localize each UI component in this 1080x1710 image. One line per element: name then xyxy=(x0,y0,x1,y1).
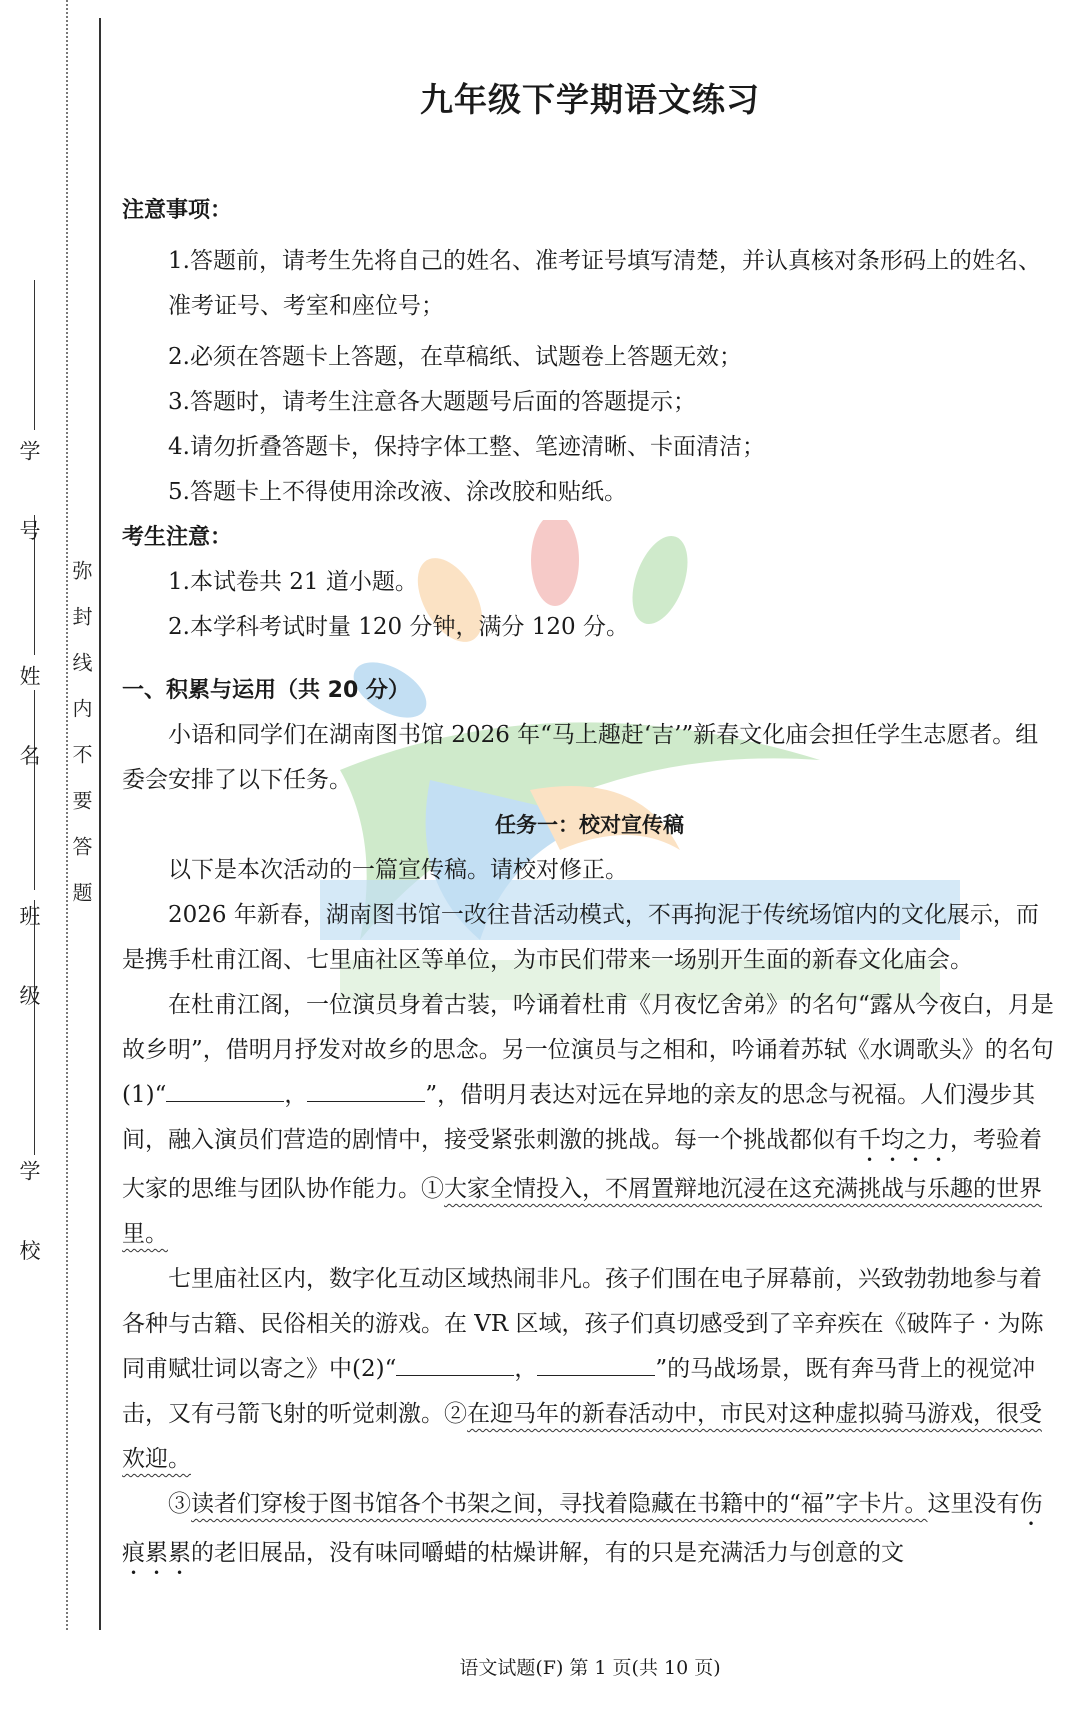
class-field xyxy=(14,905,54,1032)
section-intro: 小语和同学们在湖南图书馆 2026 年“马上趣赶‘吉’”新春文化庙会担任学生志愿者。组委会安排了以下任务。 xyxy=(122,722,1039,793)
sentence-mark-2: ② xyxy=(444,1401,467,1427)
name-label: 姓 名 xyxy=(17,665,41,792)
notice-item-1: 1.答题前，请考生先将自己的姓名、准考证号填写清楚，并认真核对条形码上的姓名、准考证号、考室和座位号； xyxy=(168,248,1041,319)
fill-blank-1a[interactable] xyxy=(166,1079,284,1102)
fill-blank-1b[interactable] xyxy=(307,1079,425,1102)
binding-solid-line xyxy=(99,18,101,1630)
candidate-item-1: 1.本试卷共 21 道小题。 xyxy=(168,569,418,595)
paragraph-1: 2026 年新春，湖南图书馆一改往昔活动模式，不再拘泥于传统场馆内的文化展示，而是携手杜甫江阁、七里庙社区等单位，为市民们带来一场别开生面的新春文化庙会。 xyxy=(122,902,1039,973)
exam-content xyxy=(122,188,1057,1580)
id-label: 学 号 xyxy=(17,440,41,567)
paragraph-4: ③读者们穿梭于图书馆各个书架之间，寻找着隐藏在书籍中的“福”字卡片。这里没有伤痕累累的老旧展品，没有味同嚼蜡的枯燥讲解，有的只是充满活力与创意的文 xyxy=(122,1491,1043,1566)
id-field xyxy=(14,440,54,567)
notice-item-3: 3.答题时，请考生注意各大题题号后面的答题提示； xyxy=(168,389,696,415)
task-intro: 以下是本次活动的一篇宣传稿。请校对修正。 xyxy=(168,857,628,883)
fill-blank-2b[interactable] xyxy=(537,1353,655,1376)
candidate-item-2: 2.本学科考试时量 120 分钟，满分 120 分。 xyxy=(168,614,629,640)
seal-warning: 弥封线内不要答题 xyxy=(69,560,93,928)
sentence-mark-3: ③ xyxy=(168,1491,191,1517)
wavy-sentence-3: 读者们穿梭于图书馆各个书架之间，寻找着隐藏在书籍中的“福”字卡片。 xyxy=(191,1491,928,1517)
page-footer: 语文试题(F) 第 1 页(共 10 页) xyxy=(459,1657,721,1679)
name-field xyxy=(14,665,54,792)
notice-item-4: 4.请勿折叠答题卡，保持字体工整、笔迹清晰、卡面清洁； xyxy=(168,434,765,460)
wavy-sentence-2: 在迎马年的新春活动中，市民对这种虚拟骑马游戏，很受欢迎。 xyxy=(122,1401,1042,1472)
task-title: 任务一：校对宣传稿 xyxy=(495,813,684,837)
dotted-phrase-2: 伤痕累累 xyxy=(122,1491,1043,1566)
candidate-heading: 考生注意： xyxy=(122,525,233,550)
school-field xyxy=(14,1160,54,1287)
section-heading: 一、积累与运用（共 20 分） xyxy=(122,678,410,703)
paragraph-3: 七里庙社区内，数字化互动区域热闹非凡。孩子们围在电子屏幕前，兴致勃勃地参与着各种与古籍、民俗相关的游戏。在 VR 区域，孩子们真切感受到了辛弃疾在《破阵子 · 为陈同甫赋壮词以寄之》中(2)“ ， ”的马战场景，既有奔马背上的视觉冲击，又有弓箭飞射的听觉刺激。②在迎马年的新春活动中，市民对这种虚拟骑马游戏，很受欢迎。 xyxy=(122,1266,1044,1472)
fill-blank-2a[interactable] xyxy=(396,1353,514,1376)
wavy-sentence-1: 大家全情投入，不屑置辩地沉浸在这充满挑战与乐趣的世界里。 xyxy=(122,1176,1042,1247)
page-title: 九年级下学期语文练习 xyxy=(420,80,760,119)
id-fill-line[interactable] xyxy=(34,280,35,430)
class-label: 班 级 xyxy=(17,905,41,1032)
notice-item-5: 5.答题卡上不得使用涂改液、涂改胶和贴纸。 xyxy=(168,479,627,505)
dotted-phrase-1: 千均之力 xyxy=(858,1127,950,1153)
sentence-mark-1: ① xyxy=(421,1176,444,1202)
school-label: 学 校 xyxy=(17,1160,41,1287)
paragraph-2: 在杜甫江阁，一位演员身着古装，吟诵着杜甫《月夜忆舍弟》的名句“露从今夜白，月是故乡明”，借明月抒发对故乡的思念。另一位演员与之相和，吟诵着苏轼《水调歌头》的名句(1)“ ， ”，借明月表达对远在异地的亲友的思念与祝福。人们漫步其间，融入演员们营造的剧情中，接受紧张刺激的挑战。每一个挑战都似有千均之力，考验着大家的思维与团队协作能力。①大家全情投入，不屑置辩地沉浸在这充满挑战与乐趣的世界里。 xyxy=(122,992,1054,1247)
notice-heading: 注意事项： xyxy=(122,198,233,223)
notice-item-2: 2.必须在答题卡上答题，在草稿纸、试题卷上答题无效； xyxy=(168,344,742,370)
